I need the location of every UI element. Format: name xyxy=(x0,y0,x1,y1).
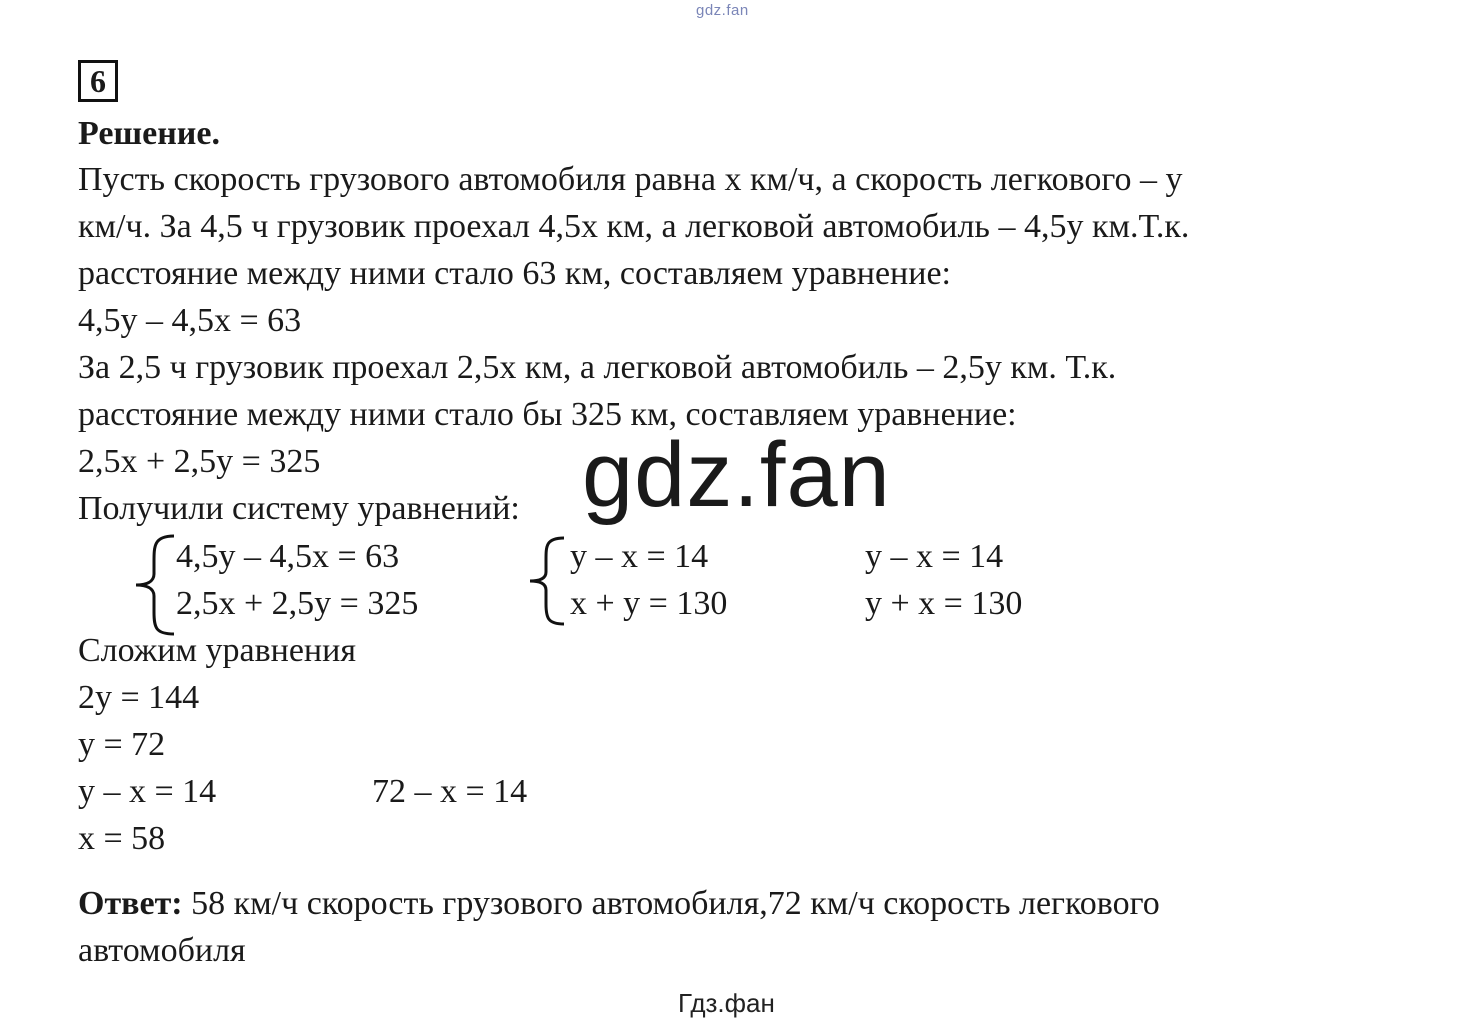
solution-heading: Решение. xyxy=(78,115,220,152)
answer-text: 58 км/ч скорость грузового автомобиля,72 км/ч скорость легкового xyxy=(182,885,1160,922)
answer-label: Ответ: xyxy=(78,885,183,922)
text-line-8: Получили систему уравнений: xyxy=(78,490,520,527)
watermark-bottom: Гдз.фан xyxy=(678,988,775,1018)
equation-x: х = 58 xyxy=(78,820,166,857)
equation-1: 4,5у – 4,5х = 63 xyxy=(78,302,302,339)
task-number: 6 xyxy=(78,60,118,102)
text-line-1: Пусть скорость грузового автомобиля равна х км/ч, а скорость легкового – у xyxy=(78,161,1183,198)
brace-system-1 xyxy=(130,532,180,638)
system-3-eq-2: у + х = 130 xyxy=(865,585,1023,622)
equation-2y: 2у = 144 xyxy=(78,679,200,716)
text-line-2: км/ч. За 4,5 ч грузовик проехал 4,5х км, а легковой автомобиль – 4,5у км.Т.к. xyxy=(78,208,1190,245)
equation-y-minus-x: у – х = 14 xyxy=(78,773,217,810)
system-1-eq-2: 2,5х + 2,5у = 325 xyxy=(176,585,419,622)
answer-line-1 xyxy=(78,884,1160,924)
watermark-big: gdz.fan xyxy=(582,424,891,526)
system-2-eq-2: х + у = 130 xyxy=(570,585,728,622)
text-line-5: За 2,5 ч грузовик проехал 2,5х км, а легковой автомобиль – 2,5у км. Т.к. xyxy=(78,349,1117,386)
system-2-eq-1: у – х = 14 xyxy=(570,538,709,575)
equation-y: у = 72 xyxy=(78,726,166,763)
system-1-eq-1: 4,5у – 4,5х = 63 xyxy=(176,538,400,575)
watermark-top: gdz.fan xyxy=(696,2,749,19)
equation-2: 2,5х + 2,5у = 325 xyxy=(78,443,321,480)
add-equations-text: Сложим уравнения xyxy=(78,632,356,669)
system-3-eq-1: у – х = 14 xyxy=(865,538,1004,575)
text-line-3: расстояние между ними стало 63 км, составляем уравнение: xyxy=(78,255,951,292)
text-line-6: расстояние между ними стало бы 325 км, составляем уравнение: xyxy=(78,396,1017,433)
equation-substitution: 72 – х = 14 xyxy=(372,773,528,810)
brace-system-2 xyxy=(524,534,570,628)
answer-line-2: автомобиля xyxy=(78,932,246,969)
